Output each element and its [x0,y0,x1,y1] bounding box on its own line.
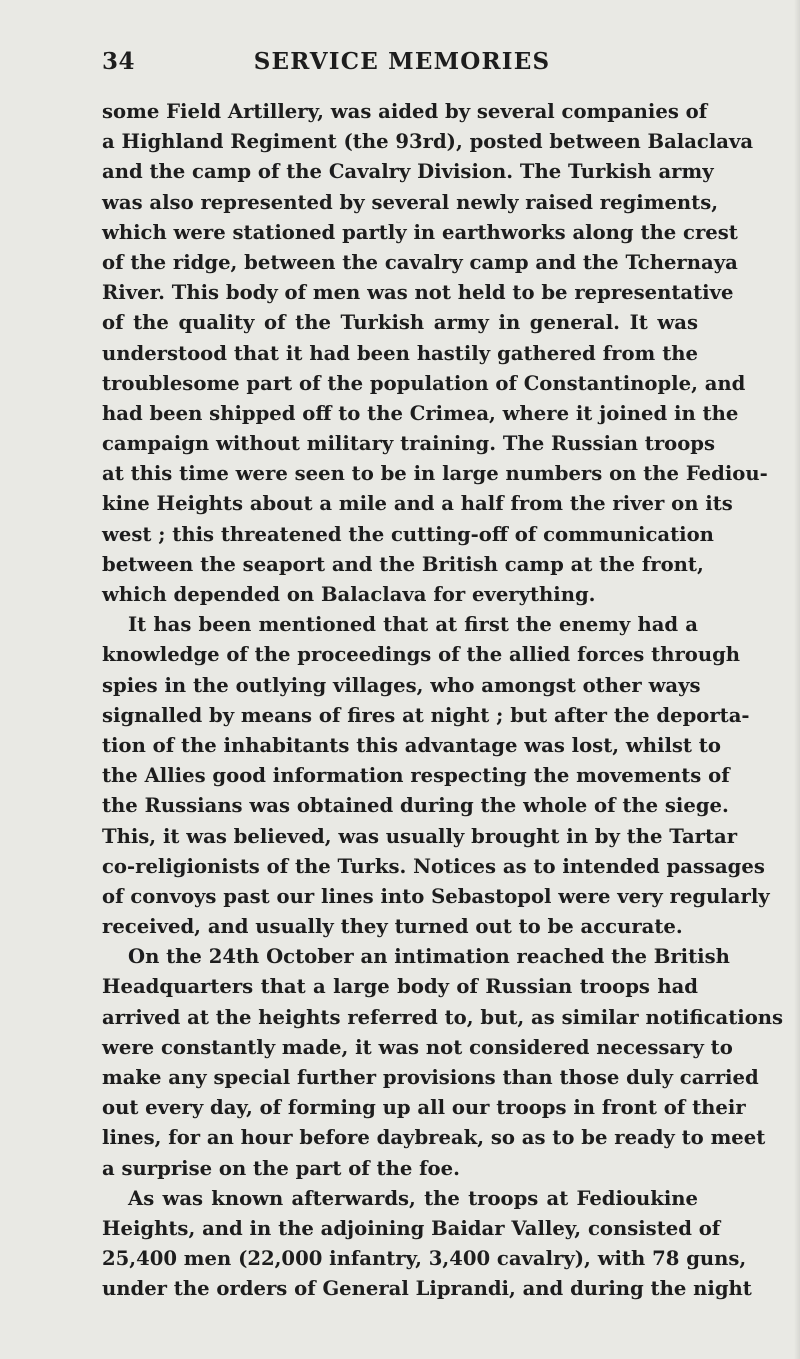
text-line: spies in the outlying villages, who amongst other ways [102,673,701,697]
text-line: under the orders of General Liprandi, and during the night [102,1277,752,1301]
text-line: Headquarters that a large body of Russian troops had [102,975,698,999]
text-line: of the quality of the Turkish army in general. It was [102,311,698,335]
text-line: co-religionists of the Turks. Notices as to intended passages [102,854,765,878]
text-line: received, and usually they turned out to be accurate. [102,915,683,939]
text-line: of the ridge, between the cavalry camp and the Tchernaya [102,250,738,274]
text-line: some Field Artillery, was aided by several companies of [102,100,708,123]
text-line: a Highland Regiment (the 93rd), posted between Balaclava [102,130,754,154]
text-line: Heights, and in the adjoining Baidar Valley, consisted of [102,1216,721,1240]
text-line: tion of the inhabitants this advantage was lost, whilst to [102,733,721,757]
text-line: between the seaport and the British camp at the front, [102,552,704,576]
text-line: signalled by means of fires at night ; but after the deporta- [102,703,750,727]
text-line: As was known afterwards, the troops at Fedioukine [128,1186,698,1210]
text-line: knowledge of the proceedings of the allied forces through [102,643,741,667]
text-line: was also represented by several newly raised regiments, [102,190,719,214]
text-line: campaign without military training. The Russian troops [102,432,716,456]
text-line: understood that it had been hastily gathered from the [102,341,698,365]
text-line: River. This body of men was not held to be representative [102,281,734,305]
text-line: had been shipped off to the Crimea, where it joined in the [102,401,739,425]
text-line: were constantly made, it was not considered necessary to [102,1035,733,1059]
text-line: troublesome part of the population of Constantinople, and [102,371,746,395]
text-line: the Allies good information respecting the movements of [102,764,730,788]
text-line: which were stationed partly in earthworks along the crest [102,220,738,244]
text-line: and the camp of the Cavalry Division. The Turkish army [102,160,714,184]
text-line: the Russians was obtained during the whole of the siege. [102,794,729,818]
page-number: 34 [102,48,136,75]
text-line: make any special further provisions than those duly carried [102,1066,759,1089]
text-line: lines, for an hour before daybreak, so as to be ready to meet [102,1126,766,1150]
page-edge-shadow [794,0,800,1359]
text-line: which depended on Balaclava for everything. [102,583,596,606]
text-line: On the 24th October an intimation reached the British [128,945,730,969]
text-line: arrived at the heights referred to, but, as similar notifications [102,1005,784,1029]
running-title: SERVICE MEMORIES [253,48,551,75]
text-line: It has been mentioned that at first the enemy had a [128,613,698,637]
text-line: This, it was believed, was usually brought in by the Tartar [102,824,738,848]
text-line: kine Heights about a mile and a half from the river on its [102,492,733,516]
text-line: of convoys past our lines into Sebastopol were very regularly [102,884,770,908]
text-line: out every day, of forming up all our troops in front of their [102,1096,746,1120]
text-line: 25,400 men (22,000 infantry, 3,400 cavalry), with 78 guns, [102,1247,747,1271]
text-line: a surprise on the part of the foe. [102,1156,460,1180]
text-line: at this time were seen to be in large numbers on the Fediou- [102,462,768,486]
body-text [102,97,784,1305]
page-header [102,48,702,84]
text-line: west ; this threatened the cutting-off of communication [102,522,714,546]
